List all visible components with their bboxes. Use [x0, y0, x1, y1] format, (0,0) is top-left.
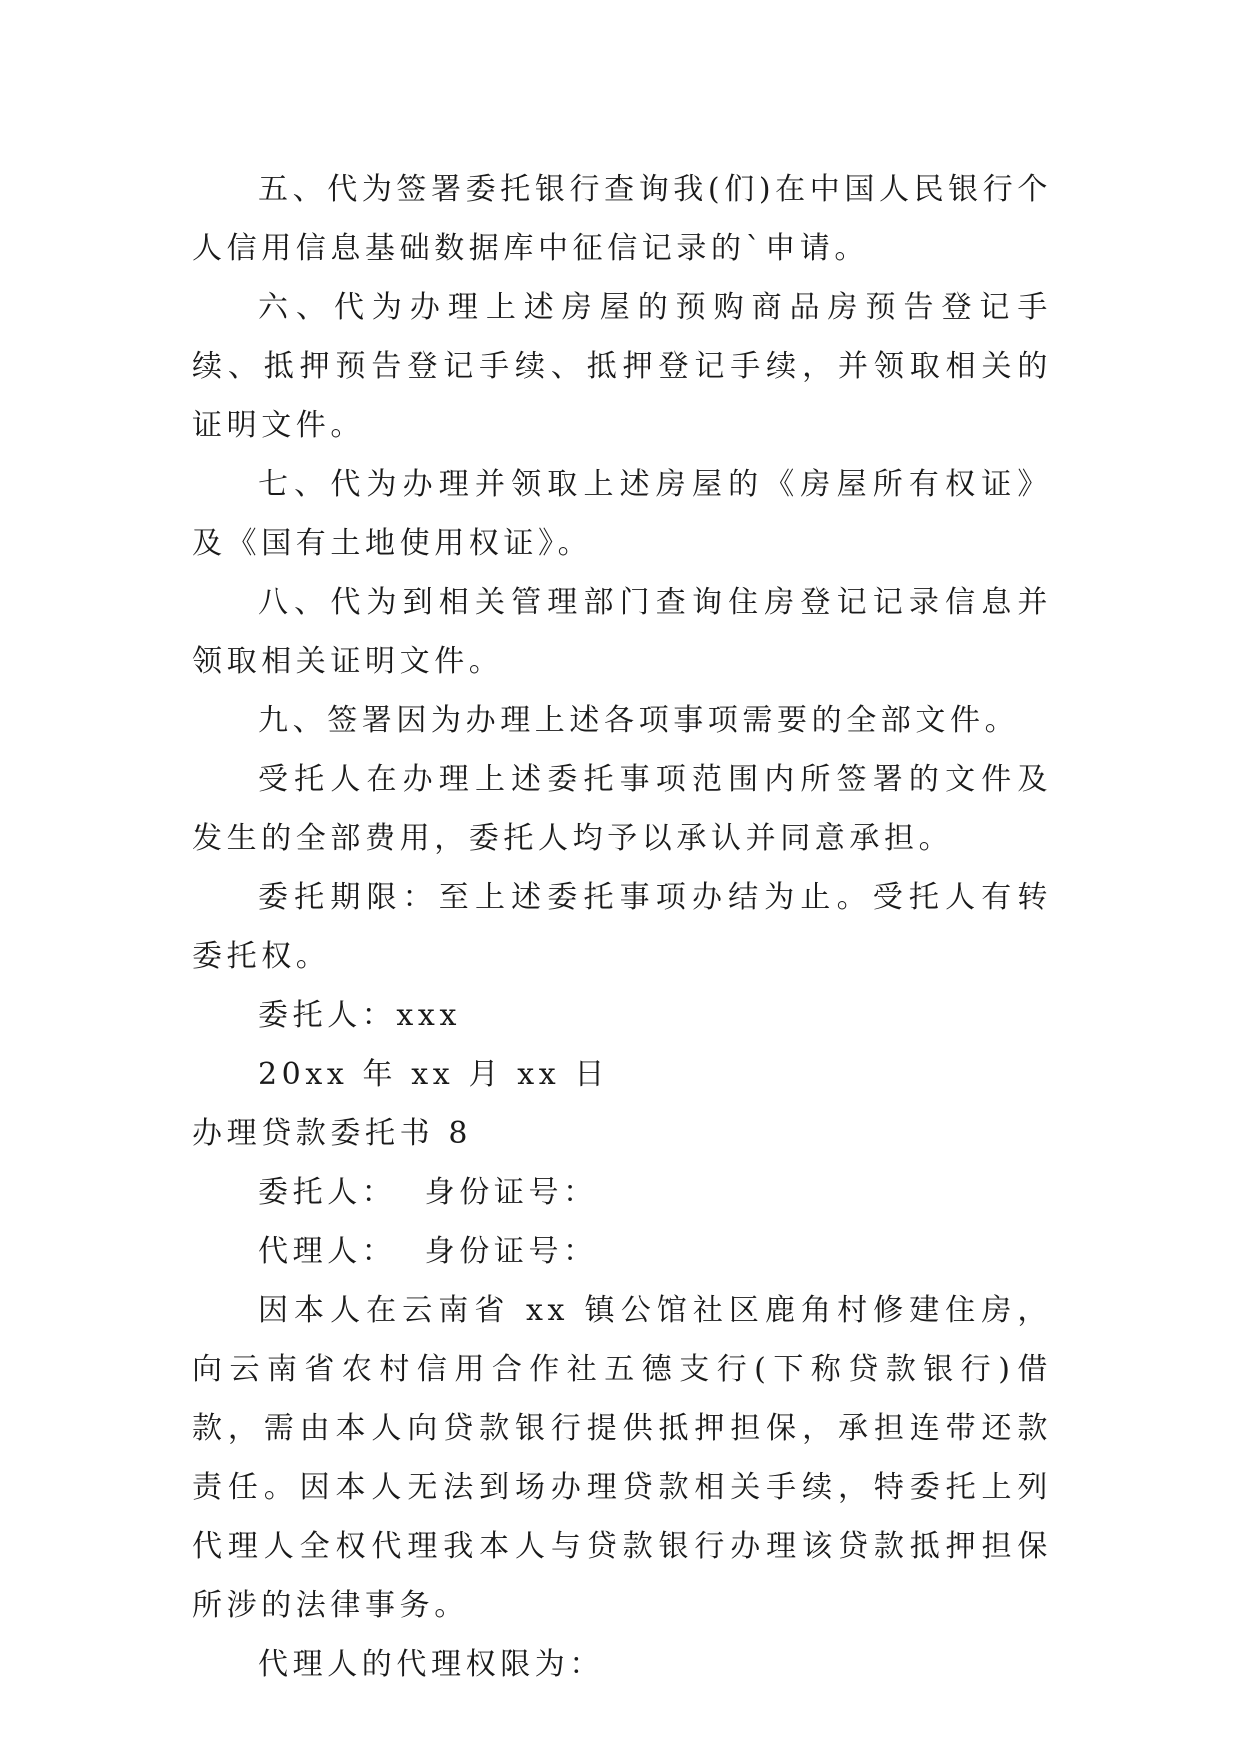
agent-id-line: 代理人： 身份证号：: [258, 1234, 598, 1269]
paragraph-acceptance: 受托人在办理上述委托事项范围内所签署的文件及发生的全部费用，委托人均予以承认并同意承担。: [192, 762, 1052, 856]
paragraph-item-8: 八、代为到相关管理部门查询住房登记记录信息并领取相关证明文件。: [192, 585, 1052, 679]
principal-signature-line: 委托人：xxx: [258, 998, 461, 1033]
paragraph-item-7: 七、代为办理并领取上述房屋的《房屋所有权证》及《国有土地使用权证》。: [192, 467, 1052, 561]
paragraph-item-6: 六、代为办理上述房屋的预购商品房预告登记手续、抵押预告登记手续、抵押登记手续，并领取相关的证明文件。: [192, 290, 1052, 443]
section-title: 办理贷款委托书 8: [192, 1116, 473, 1151]
date-line: 20xx 年 xx 月 xx 日: [258, 1057, 609, 1092]
paragraph-term: 委托期限：至上述委托事项办结为止。受托人有转委托权。: [192, 880, 1052, 974]
document-page: [192, 160, 1052, 1694]
paragraph-item-9: 九、签署因为办理上述各项事项需要的全部文件。: [258, 703, 1020, 738]
principal-id-line: 委托人： 身份证号：: [258, 1175, 598, 1210]
agent-authority-heading: 代理人的代理权限为：: [258, 1647, 604, 1682]
loan-reason-paragraph: 因本人在云南省 xx 镇公馆社区鹿角村修建住房，向云南省农村信用合作社五德支行(下称贷款银行)借款，需由本人向贷款银行提供抵押担保，承担连带还款责任。因本人无法到场办理贷款相关手续，特委托上列代理人全权代理我本人与贷款银行办理该贷款抵押担保所涉的法律事务。: [192, 1293, 1052, 1623]
paragraph-item-5: 五、代为签署委托银行查询我(们)在中国人民银行个人信用信息基础数据库中征信记录的`申请。: [192, 172, 1052, 266]
